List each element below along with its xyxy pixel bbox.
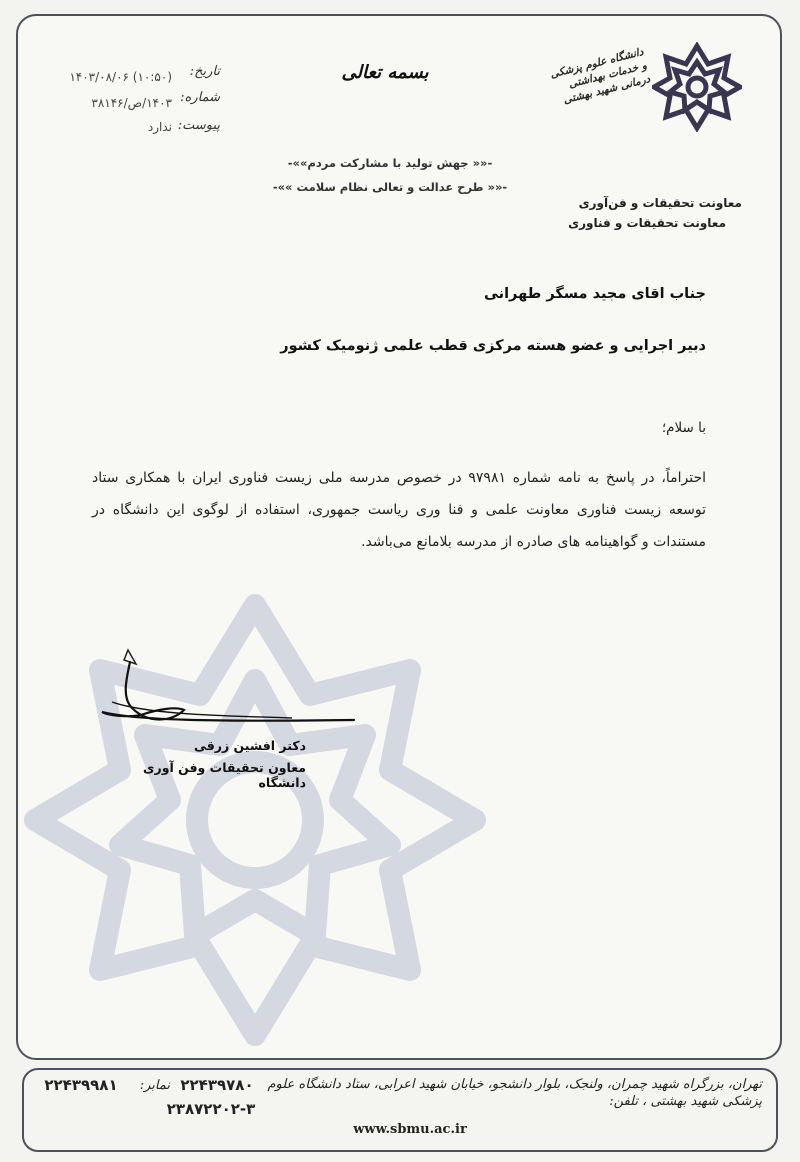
motto-line-1: -«« جهش تولید با مشارکت مردم»»- (287, 156, 493, 170)
university-logo-icon (652, 42, 742, 132)
letter-body: احتراماً، در پاسخ به نامه شماره ۹۷۹۸۱ در خصوص مدرسه ملی زیست فناوری ایران با همکاری ستاد توسعه زیست فناوری معاونت علمی و فنا وری ریاست جمهوری، استفاده از لوگوی این دانشگاه در مستندات و گواهینامه های صادره از مدرسه بلامانع می‌باشد. (92, 470, 706, 550)
basmala: بسمه تعالی (341, 62, 429, 83)
signatory-name: دکتر افشین زرقی (193, 738, 306, 753)
footer-phone-2: ۲۳۸۷۲۲۰۲-۳ (166, 1100, 256, 1118)
signatory-position: معاون تحقیقات وفن آوری دانشگاه (143, 760, 306, 790)
attachment-label: پیوست: (177, 118, 220, 133)
university-name: دانشگاه علوم پزشکی و خدمات بهداشتی درمانی شهید بهشتی (549, 45, 652, 107)
date-label: تاریخ: (189, 64, 220, 79)
date-value: ۱۴۰۳/۰۸/۰۶ (۱۰:۵۰) (69, 70, 172, 84)
greeting: با سلام؛ (661, 420, 706, 436)
footer-fax: ۲۲۴۳۹۹۸۱ (44, 1076, 118, 1094)
number-value: ۱۴۰۳/ص/۳۸۱۴۶ (91, 96, 172, 110)
recipient-name: جناب اقای مجید مسگر طهرانی (483, 286, 706, 302)
footer-phone-1: ۲۲۴۳۹۷۸۰ (180, 1076, 254, 1094)
signature-scribble-icon (92, 640, 362, 740)
attachment-value: ندارد (147, 120, 172, 134)
footer-website[interactable]: www.sbmu.ac.ir (353, 1122, 467, 1137)
motto-line-2: -«« طرح عدالت و تعالی نظام سلامت »»- (272, 180, 508, 194)
department-title: معاونت تحقیقات و فن‌آوری (578, 196, 742, 210)
number-label: شماره: (180, 90, 220, 105)
department-subtitle: معاونت تحقیقات و فناوری (568, 216, 726, 230)
footer-address: تهران، بزرگراه شهید چمران، ولنجک، بلوار دانشجو، خیابان شهید اعرابی، ستاد دانشگاه علوم پزشکی شهید بهشتی ، تلفن: (267, 1077, 762, 1109)
recipient-title: دبیر اجرایی و عضو هسته مرکزی قطب علمی ژنومیک کشور (280, 338, 706, 354)
footer-fax-label: نمابر: (139, 1078, 170, 1093)
